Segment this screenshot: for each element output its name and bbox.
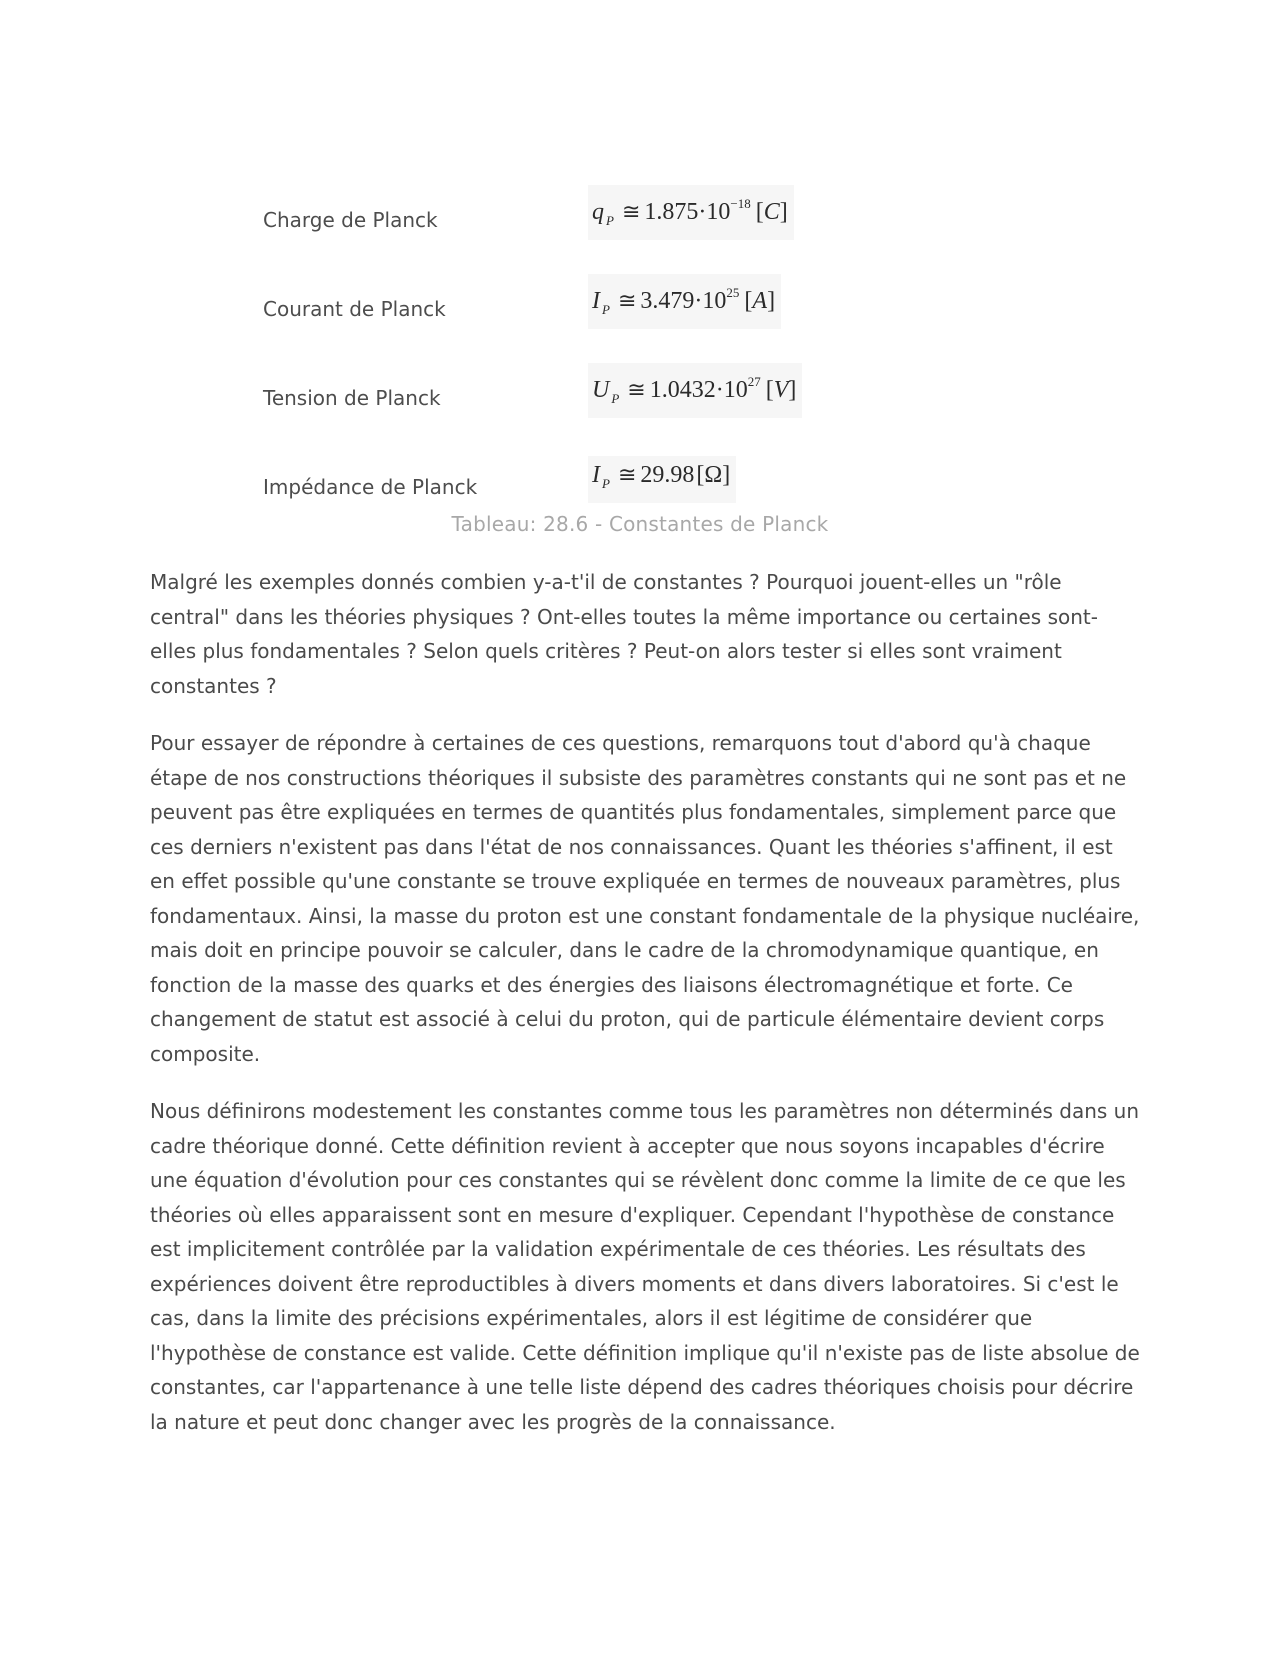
- formula-base: 10: [702, 288, 727, 314]
- approx-sign: ≅: [621, 199, 641, 224]
- constant-formula: [588, 274, 781, 329]
- formula-exponent: 27: [747, 374, 761, 389]
- formula-symbol: q: [592, 199, 604, 225]
- formula-unit: [V]: [765, 377, 797, 403]
- table-row: [263, 435, 903, 524]
- formula-unit: [A]: [744, 288, 776, 314]
- unit-symbol: Ω: [704, 462, 723, 488]
- formula-subscript: P: [611, 391, 620, 406]
- formula-base: 10: [723, 377, 748, 403]
- constant-name: Tension de Planck: [263, 385, 441, 410]
- formula-subscript: P: [606, 213, 614, 228]
- formula-mantissa: 1.0432: [649, 377, 716, 403]
- table-row: [263, 168, 903, 257]
- constant-formula: [588, 363, 802, 418]
- paragraph: Malgré les exemples donnés combien y-a-t'il de constantes ? Pourquoi jouent-elles un "rôle central" dans les théories physiques ? Ont-elles toutes la même importance ou certaines sont-elles plus fondamentales ? Selon quels critères ? Peut-on alors tester si elles sont vraiment constantes ?: [150, 570, 1098, 698]
- formula-subscript: P: [602, 476, 610, 491]
- constant-formula: [588, 185, 794, 240]
- formula-exponent: −18: [730, 196, 751, 211]
- formula-mantissa: 1.875: [644, 199, 699, 225]
- formula-mantissa: 3.479: [640, 288, 695, 314]
- approx-sign: ≅: [617, 288, 637, 313]
- times-sign: ·: [694, 288, 703, 314]
- constant-name: Courant de Planck: [263, 296, 446, 321]
- formula-base: 10: [706, 199, 731, 225]
- formula-symbol: I: [592, 462, 600, 488]
- formula-symbol: I: [592, 288, 600, 314]
- constant-name: Impédance de Planck: [263, 474, 478, 499]
- formula-unit: [Ω]: [696, 462, 731, 488]
- formula-symbol: U: [592, 377, 610, 403]
- times-sign: ·: [698, 199, 707, 225]
- table-caption: Tableau: 28.6 - Constantes de Planck: [451, 512, 829, 536]
- paragraph: Nous définirons modestement les constantes comme tous les paramètres non déterminés dans un cadre théorique donné. Cette définition revient à accepter que nous soyons incapables d'écrire une équation d'évolution pour ces constantes qui se révèlent donc comme la limite de ce que les théories où elles apparaissent sont en mesure d'expliquer. Cependant l'hypothèse de constance est implicitement contrôlée par la validation expérimentale de ces théories. Les résultats des expériences doivent être reproductibles à divers moments et dans divers laboratoires. Si c'est le cas, dans la limite des précisions expérimentales, alors il est légitime de considérer que l'hypothèse de constance est valide. Cette définition implique qu'il n'existe pas de liste absolue de constantes, car l'appartenance à une telle liste dépend des cadres théoriques choisis pour décrire la nature et peut donc changer avec les progrès de la connaissance.: [150, 1099, 1140, 1434]
- constant-formula: [588, 456, 736, 503]
- planck-constants-table: [263, 168, 903, 524]
- body-text: [150, 565, 1140, 1462]
- constant-name: Charge de Planck: [263, 207, 438, 232]
- unit-symbol: C: [763, 199, 780, 225]
- unit-symbol: V: [773, 377, 789, 403]
- formula-subscript: P: [602, 302, 610, 317]
- formula-unit: [C]: [755, 199, 788, 225]
- paragraph: Pour essayer de répondre à certaines de ces questions, remarquons tout d'abord qu'à chaque étape de nos constructions théoriques il subsiste des paramètres constants qui ne sont pas et ne peuvent pas être expliquées en termes de quantités plus fondamentales, simplement parce que ces derniers n'existent pas dans l'état de nos connaissances. Quant les théories s'affinent, il est en effet possible qu'une constante se trouve expliquée en termes de nouveaux paramètres, plus fondamentaux. Ainsi, la masse du proton est une constant fondamentale de la physique nucléaire, mais doit en principe pouvoir se calculer, dans le cadre de la chromodynamique quantique, en fonction de la masse des quarks et des énergies des liaisons électromagnétique et forte. Ce changement de statut est associé à celui du proton, qui de particule élémentaire devient corps composite.: [150, 731, 1140, 1066]
- table-row: [263, 257, 903, 346]
- approx-sign: ≅: [617, 462, 637, 487]
- table-row: [263, 346, 903, 435]
- formula-exponent: 25: [726, 285, 740, 300]
- unit-symbol: A: [752, 288, 768, 314]
- times-sign: ·: [715, 377, 724, 403]
- formula-value: 29.98: [640, 462, 695, 488]
- approx-sign: ≅: [627, 377, 646, 402]
